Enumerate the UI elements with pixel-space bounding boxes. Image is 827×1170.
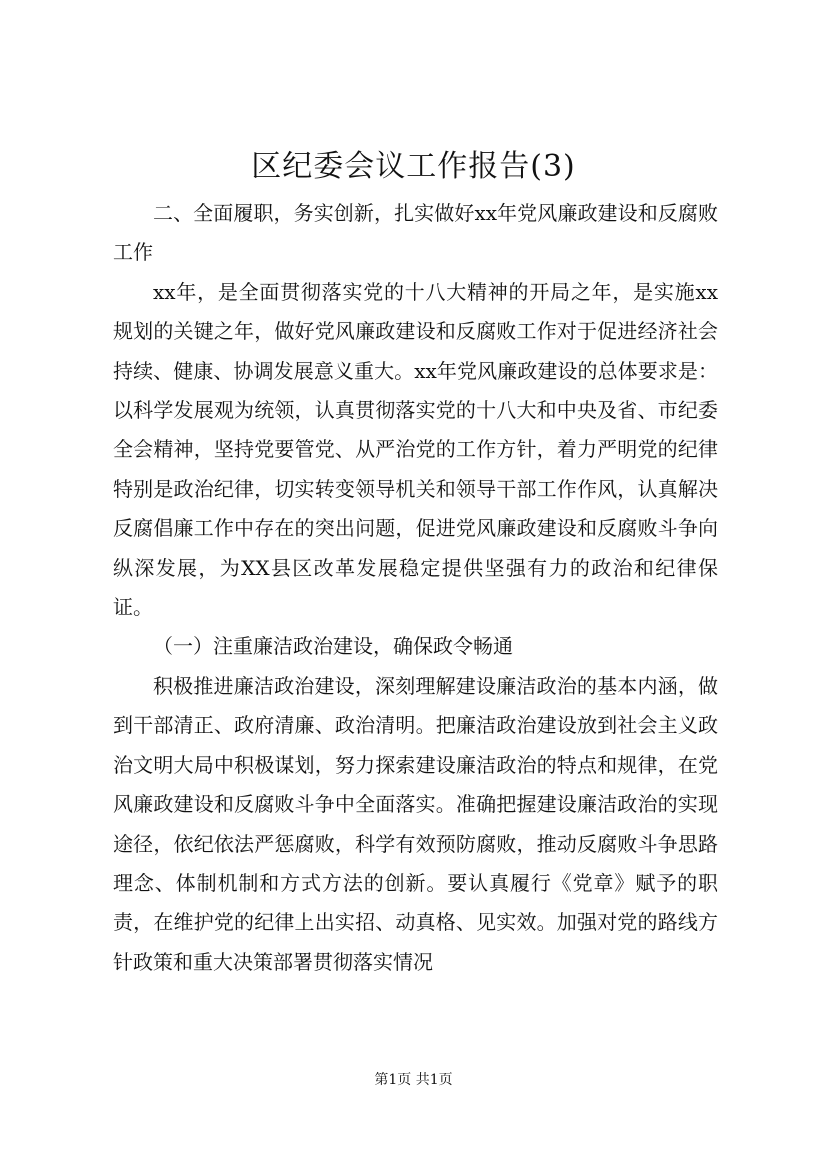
subsection-heading: （一）注重廉洁政治建设，确保政令畅通: [153, 634, 513, 659]
document-body: [113, 194, 718, 982]
page-footer: 第1页 共1页: [374, 1072, 453, 1088]
document-title: 区纪委会议工作报告(3): [251, 149, 576, 184]
section-heading: 二、全面履职，务实创新，扎实做好xx年党风廉政建设和反腐败工作: [113, 201, 718, 265]
body-paragraph: 积极推进廉洁政治建设，深刻理解建设廉洁政治的基本内涵，做到干部清正、政府清廉、政治清明。把廉洁政治建设放到社会主义政治文明大局中积极谋划，努力探索建设廉洁政治的特点和规律，在党风廉政建设和反腐败斗争中全面落实。准确把握建设廉洁政治的实现途径，依纪依法严惩腐败，科学有效预防腐败，推动反腐败斗争思路理念、体制机制和方式方法的创新。要认真履行《党章》赋予的职责，在维护党的纪律上出实招、动真格、见实效。加强对党的路线方针政策和重大决策部署贯彻落实情况: [113, 673, 718, 974]
body-paragraph: xx年，是全面贯彻落实党的十八大精神的开局之年，是实施xx规划的关键之年，做好党风廉政建设和反腐败工作对于促进经济社会持续、健康、协调发展意义重大。xx年党风廉政建设的总体要求是：以科学发展观为统领，认真贯彻落实党的十八大和中央及省、市纪委全会精神，坚持党要管党、从严治党的工作方针，着力严明党的纪律特别是政治纪律，切实转变领导机关和领导干部工作作风，认真解决反腐倡廉工作中存在的突出问题，促进党风廉政建设和反腐败斗争向纵深发展，为XX县区改革发展稳定提供坚强有力的政治和纪律保证。: [113, 279, 718, 620]
